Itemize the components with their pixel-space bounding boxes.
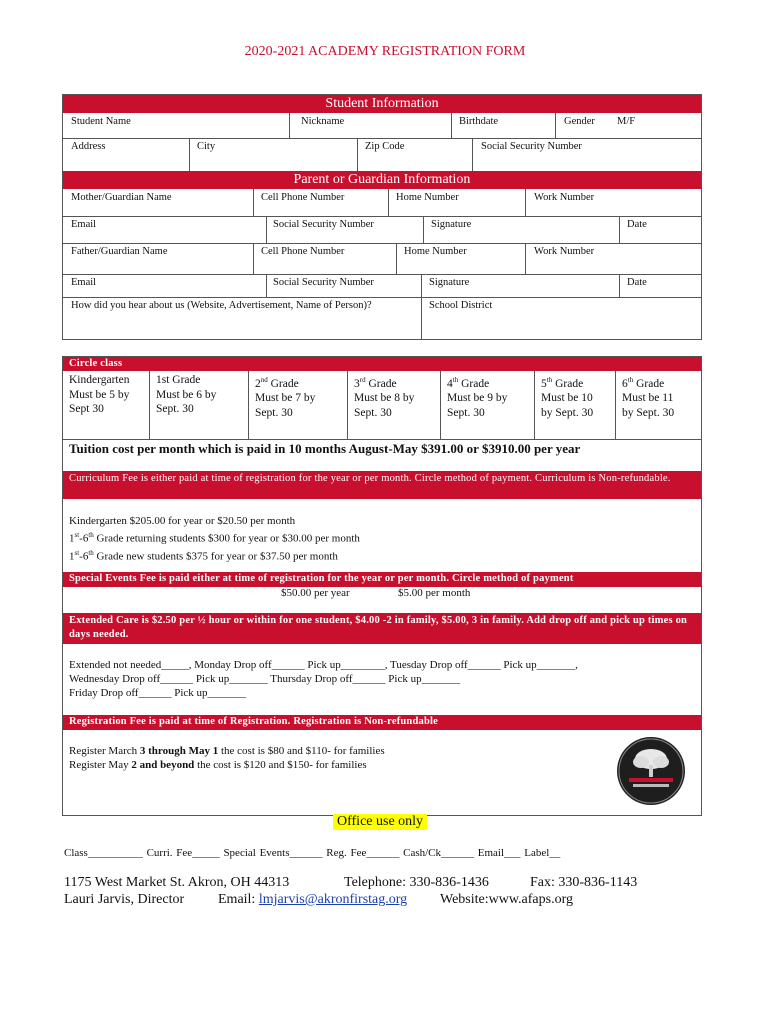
student-name-field[interactable]: Student Name	[71, 116, 131, 127]
nickname-field[interactable]: Nickname	[301, 116, 345, 127]
footer-director: Lauri Jarvis, Director	[64, 892, 185, 907]
how-did-you-hear-field[interactable]: How did you hear about us (Website, Advertisement, Name of Person)?	[71, 300, 372, 311]
footer-email-label: Email:	[218, 892, 259, 907]
address-field[interactable]: Address	[71, 141, 106, 152]
grade-1st[interactable]: 1st Grade Must be 6 by Sept. 30	[156, 374, 217, 415]
footer-website[interactable]: Website:www.afaps.org	[440, 892, 574, 907]
grade-kindergarten[interactable]: Kindergarten Must be 5 by Sept 30	[69, 374, 130, 415]
extended-line-1[interactable]: Extended not needed_____, Monday Drop off______ Pick up________, Tuesday Drop off______ Pick up_______,	[69, 659, 578, 671]
city-field[interactable]: City	[197, 141, 216, 152]
father-work-field[interactable]: Work Number	[534, 246, 595, 257]
parent-info-header-bar	[63, 171, 701, 189]
class-fees-section	[62, 356, 702, 816]
form-title: 2020-2021 ACADEMY REGISTRATION FORM	[244, 44, 526, 59]
father-name-field[interactable]: Father/Guardian Name	[71, 246, 168, 257]
extended-care-details	[69, 658, 578, 700]
gender-field[interactable]: Gender	[564, 116, 595, 127]
curriculum-new: 1st-6th Grade new students $375 for year or $37.50 per month	[69, 548, 338, 563]
curriculum-returning: 1st-6th Grade returning students $300 for year or $30.00 per month	[69, 531, 360, 545]
grade-2nd[interactable]: 2nd Grade Must be 7 by Sept. 30	[255, 376, 316, 419]
parent-info-header: Parent or Guardian Information	[293, 172, 471, 187]
father-ssn-field[interactable]: Social Security Number	[273, 277, 374, 288]
footer-telephone: Telephone: 330-836-1436	[344, 875, 489, 890]
footer-fax: Fax: 330-836-1143	[530, 875, 638, 890]
registration-line-2: Register May 2 and beyond the cost is $120 and $150- for families	[69, 759, 367, 771]
mother-home-field[interactable]: Home Number	[396, 192, 459, 203]
mother-name-field[interactable]: Mother/Guardian Name	[71, 192, 172, 203]
footer-address: 1175 West Market St. Akron, OH 44313	[64, 875, 290, 890]
registration-details	[69, 744, 385, 772]
student-parent-section	[62, 94, 702, 340]
father-signature-field[interactable]: Signature	[429, 277, 470, 288]
special-per-month[interactable]: $5.00 per month	[398, 587, 471, 599]
student-info-header: Student Information	[325, 96, 439, 111]
curriculum-fee-bar: Curriculum Fee is either paid at time of registration for the year or per month. Circle method of payment. Curriculum is Non-refundable.	[63, 471, 701, 499]
student-ssn-field[interactable]: Social Security Number	[481, 141, 582, 152]
grade-6th[interactable]: 6th Grade Must be 11 by Sept. 30	[622, 376, 675, 419]
circle-class-header: Circle class	[63, 357, 701, 371]
footer-email-block	[218, 892, 407, 908]
tree-icon	[617, 737, 685, 805]
curriculum-details	[69, 514, 360, 563]
mother-ssn-field[interactable]: Social Security Number	[273, 219, 374, 230]
father-date-field[interactable]: Date	[627, 277, 647, 288]
mother-work-field[interactable]: Work Number	[534, 192, 595, 203]
mother-cell-field[interactable]: Cell Phone Number	[261, 192, 345, 203]
logo-text	[760, 760, 761, 761]
father-home-field[interactable]: Home Number	[404, 246, 467, 257]
footer-email-link[interactable]: lmjarvis@akronfirstag.org	[258, 892, 408, 907]
registration-fee-bar: Registration Fee is paid at time of Registration. Registration is Non-refundable	[63, 715, 701, 730]
registration-line-1: Register March 3 through May 1 the cost is $80 and $110- for families	[69, 745, 385, 757]
mother-signature-field[interactable]: Signature	[431, 219, 472, 230]
birthdate-field[interactable]: Birthdate	[459, 116, 499, 127]
mother-date-field[interactable]: Date	[627, 219, 647, 230]
mother-email-field[interactable]: Email	[71, 219, 97, 230]
grade-3rd[interactable]: 3rd Grade Must be 8 by Sept. 30	[354, 376, 415, 419]
father-cell-field[interactable]: Cell Phone Number	[261, 246, 345, 257]
student-info-header-bar	[63, 95, 701, 113]
office-use-label: Office use only	[333, 814, 427, 830]
zip-code-field[interactable]: Zip Code	[365, 141, 405, 152]
extended-care-bar: Extended Care is $2.50 per ½ hour or within for one student, $4.00 -2 in family, $5.00, 3 in family. Add drop off and pick up times on days needed.	[63, 613, 701, 644]
gender-mf: M/F	[617, 116, 636, 127]
father-email-field[interactable]: Email	[71, 277, 97, 288]
tuition-text: Tuition cost per month which is paid in 10 months August-May $391.00 or $3910.00 per year	[69, 441, 581, 456]
office-fields[interactable]: Class__________ Curri. Fee_____ Special Events______ Reg. Fee______ Cash/Ck______ Email___ Label__	[64, 847, 561, 859]
curriculum-kindergarten: Kindergarten $205.00 for year or $20.50 per month	[69, 515, 296, 527]
school-district-field[interactable]: School District	[429, 300, 493, 311]
grade-4th[interactable]: 4th Grade Must be 9 by Sept. 30	[447, 376, 508, 419]
special-events-bar: Special Events Fee is paid either at time of registration for the year or per month. Circle method of payment	[63, 572, 701, 587]
extended-line-2[interactable]: Wednesday Drop off______ Pick up_______ Thursday Drop off______ Pick up_______	[69, 673, 461, 685]
grade-5th[interactable]: 5th Grade Must be 10 by Sept. 30	[541, 376, 594, 419]
academy-logo	[617, 737, 685, 805]
special-per-year[interactable]: $50.00 per year	[281, 587, 350, 599]
extended-line-3[interactable]: Friday Drop off______ Pick up_______	[69, 687, 247, 699]
